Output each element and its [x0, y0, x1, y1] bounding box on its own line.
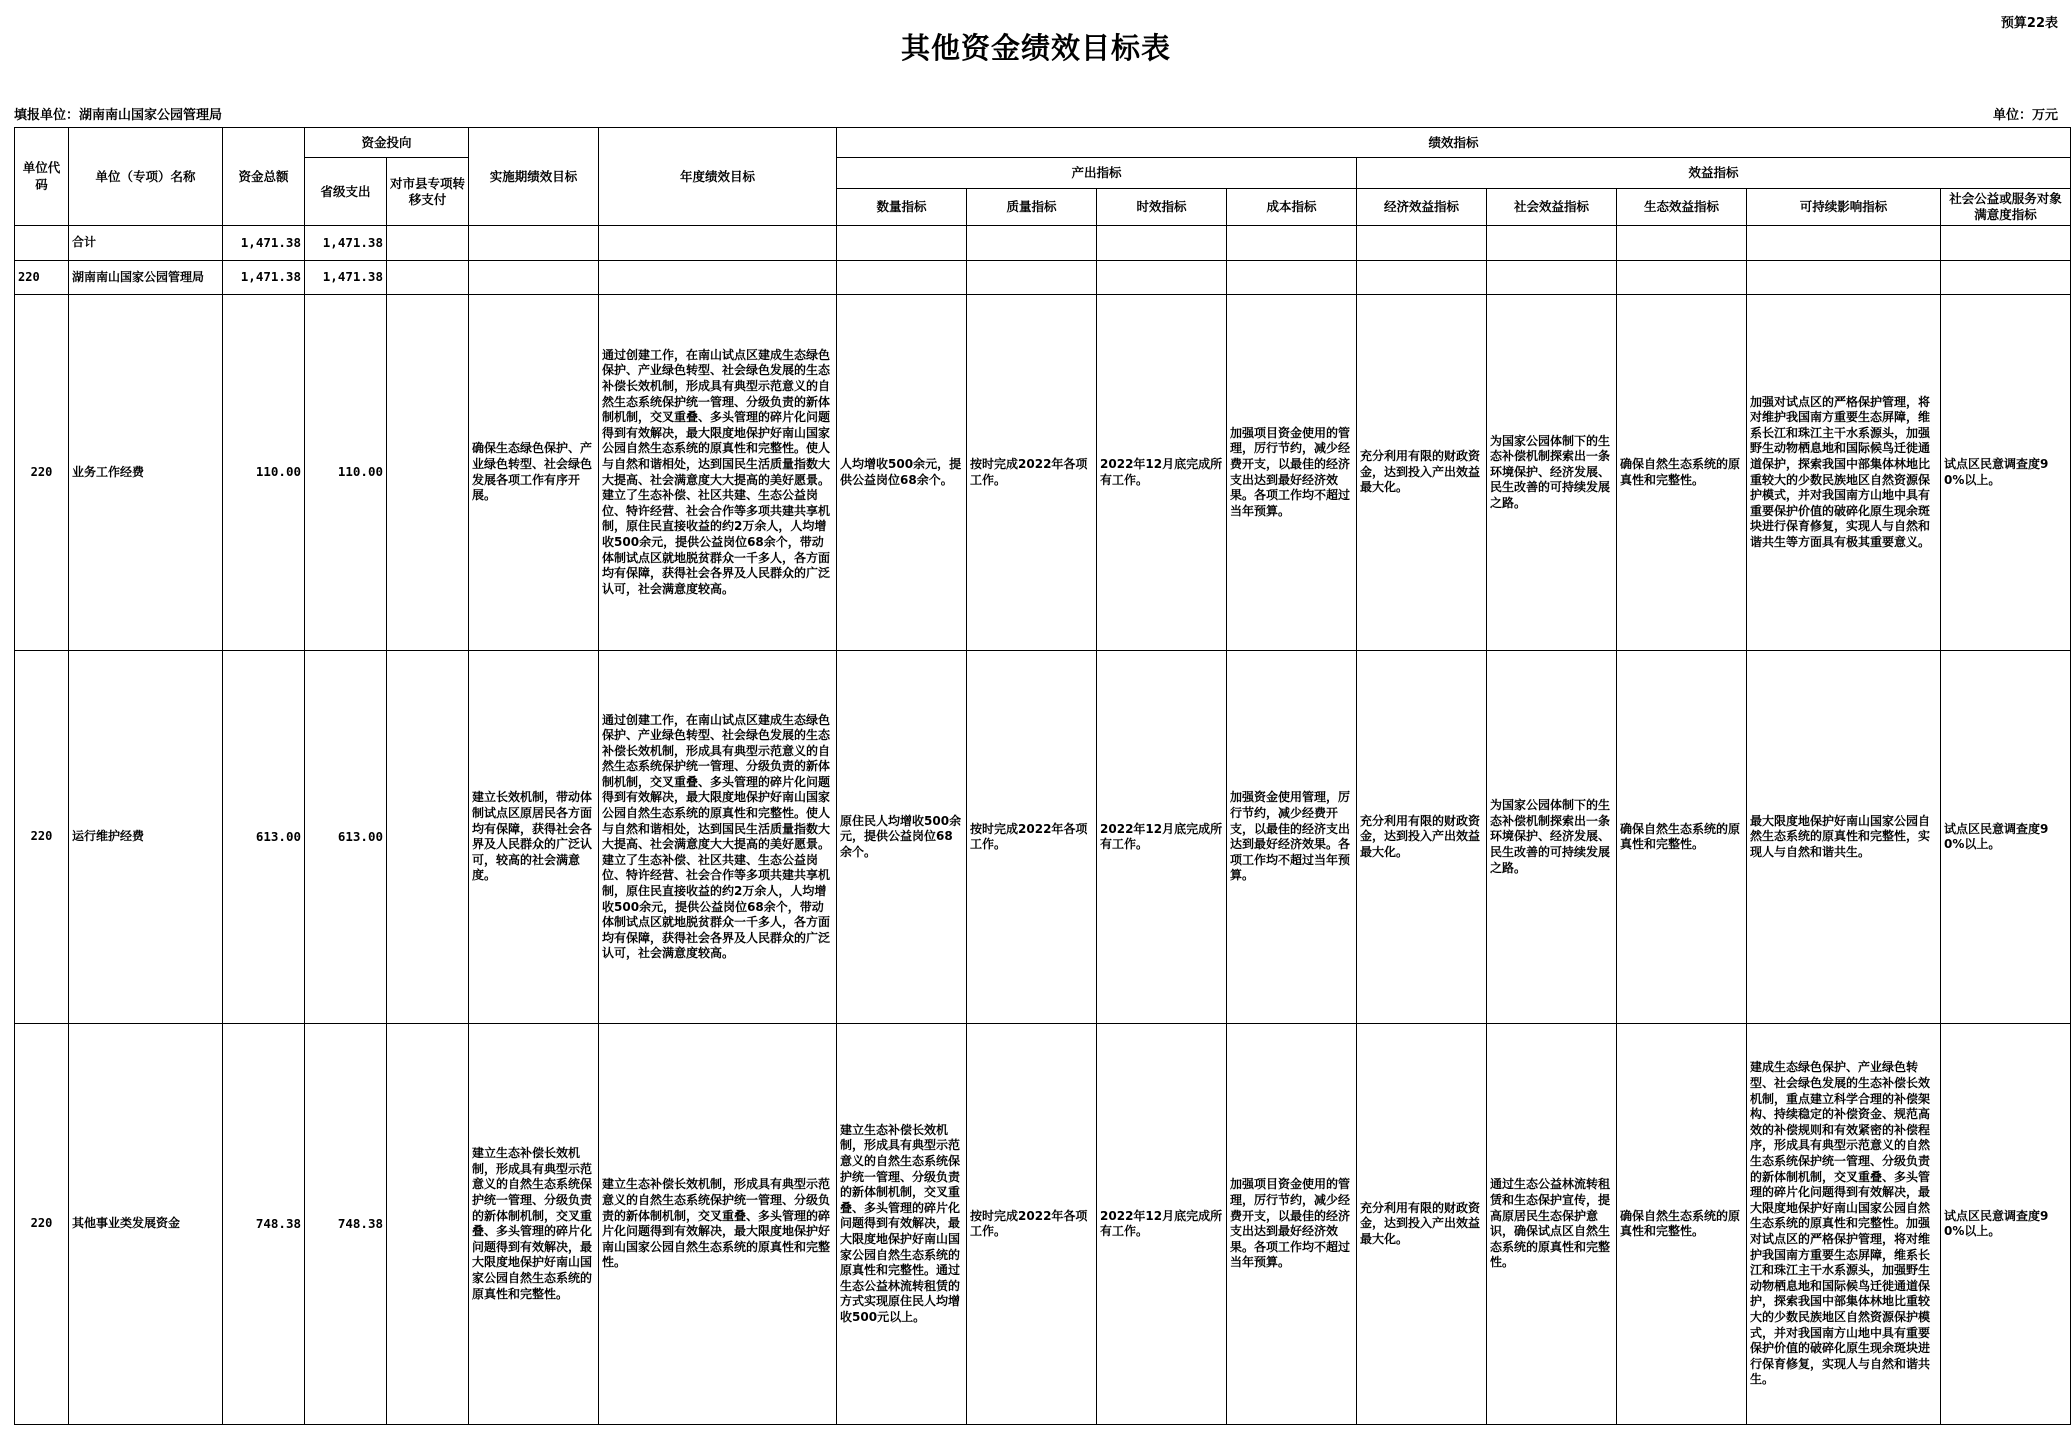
cell-quantity: 建立生态补偿长效机制，形成具有典型示范意义的自然生态系统保护统一管理、分级负责的新体制机制，交叉重叠、多头管理的碎片化问题得到有效解决，最大限度地保护好南山国家公园自然生态系统的原真性和完整性。通过生态公益林流转租赁的方式实现原住民人均增收500元以上。	[837, 1024, 967, 1425]
cell-name: 合计	[69, 226, 223, 260]
header-economic: 经济效益指标	[1357, 188, 1487, 226]
cell-social: 通过生态公益林流转租赁和生态保护宣传，提高原居民生态保护意识，确保试点区自然生态系统的原真性和完整性。	[1487, 1024, 1617, 1425]
header-sustainability: 可持续影响指标	[1747, 188, 1941, 226]
cell-total: 1,471.38	[223, 260, 305, 294]
cell-empty	[469, 260, 599, 294]
header-performance-indicators: 绩效指标	[837, 128, 2071, 158]
header-fund-direction: 资金投向	[305, 128, 469, 158]
cell-code	[15, 226, 69, 260]
header-social: 社会效益指标	[1487, 188, 1617, 226]
cell-social: 为国家公园体制下的生态补偿机制探索出一条环境保护、经济发展、民生改善的可持续发展之路。	[1487, 294, 1617, 650]
cell-quantity: 原住民人均增收500余元，提供公益岗位68余个。	[837, 651, 967, 1024]
cell-total: 748.38	[223, 1024, 305, 1425]
cell-empty	[599, 260, 837, 294]
currency-unit-label: 单位：万元	[1992, 108, 2058, 123]
table-row	[15, 1024, 2071, 1425]
cell-timeliness: 2022年12月底完成所有工作。	[1097, 294, 1227, 650]
header-ecological: 生态效益指标	[1617, 188, 1747, 226]
cell-satisfaction: 试点区民意调查度90%以上。	[1941, 651, 2071, 1024]
cell-empty	[1747, 226, 1941, 260]
cell-economic: 充分利用有限的财政资金，达到投入产出效益最大化。	[1357, 651, 1487, 1024]
header-output-indicators: 产出指标	[837, 158, 1357, 188]
cell-transfer	[387, 1024, 469, 1425]
table-row-total	[15, 226, 2071, 260]
header-benefit-indicators: 效益指标	[1357, 158, 2071, 188]
cell-empty	[1357, 260, 1487, 294]
cell-total: 110.00	[223, 294, 305, 650]
cell-empty	[1227, 226, 1357, 260]
reporting-unit-label: 填报单位：湖南南山国家公园管理局	[14, 108, 223, 123]
cell-empty	[1487, 260, 1617, 294]
table-row	[15, 651, 2071, 1024]
header-satisfaction: 社会公益或服务对象满意度指标	[1941, 188, 2071, 226]
cell-code: 220	[15, 1024, 69, 1425]
cell-annual-goal: 通过创建工作，在南山试点区建成生态绿色保护、产业绿色转型、社会绿色发展的生态补偿长效机制，形成具有典型示范意义的自然生态系统保护统一管理、分级负责的新体制机制，交叉重叠、多头管理的碎片化问题得到有效解决，最大限度地保护好南山国家公园自然生态系统的原真性和完整性。使人与自然和谐相处，达到国民生活质量指数大大提高、社会满意度大大提高的美好愿景。建立了生态补偿、社区共建、生态公益岗位、特许经营、社会合作等多项共建共享机制，原住民直接收益的约2万余人，人均增收500余元，提供公益岗位68余个，带动体制试点区就地脱贫群众一千多人，各方面均有保障，获得社会各界及人民群众的广泛认可，社会满意度较高。	[599, 651, 837, 1024]
cell-empty	[599, 226, 837, 260]
header-implementation-goal: 实施期绩效目标	[469, 128, 599, 226]
cell-quantity: 人均增收500余元，提供公益岗位68余个。	[837, 294, 967, 650]
performance-goal-table	[14, 127, 2071, 1425]
header-unit-code: 单位代码	[15, 128, 69, 226]
cell-transfer	[387, 260, 469, 294]
cell-empty	[1097, 226, 1227, 260]
cell-ecological: 确保自然生态系统的原真性和完整性。	[1617, 1024, 1747, 1425]
header-provincial-spending: 省级支出	[305, 158, 387, 226]
cell-code: 220	[15, 260, 69, 294]
cell-empty	[1357, 226, 1487, 260]
cell-annual-goal: 建立生态补偿长效机制，形成具有典型示范意义的自然生态系统保护统一管理、分级负责的新体制机制，交叉重叠、多头管理的碎片化问题得到有效解决，最大限度地保护好南山国家公园自然生态系统的原真性和完整性。	[599, 1024, 837, 1425]
cell-name: 业务工作经费	[69, 294, 223, 650]
cell-empty	[1097, 260, 1227, 294]
cell-implementation-goal: 确保生态绿色保护、产业绿色转型、社会绿色发展各项工作有序开展。	[469, 294, 599, 650]
cell-ecological: 确保自然生态系统的原真性和完整性。	[1617, 651, 1747, 1024]
cell-code: 220	[15, 294, 69, 650]
cell-sustainability: 建成生态绿色保护、产业绿色转型、社会绿色发展的生态补偿长效机制，重点建立科学合理的补偿架构、持续稳定的补偿资金、规范高效的补偿规则和有效紧密的补偿程序，形成具有典型示范意义的自然生态系统保护统一管理、分级负责的新体制机制，交叉重叠、多头管理的碎片化问题得到有效解决，最大限度地保护好南山国家公园自然生态系统的原真性和完整性。加强对试点区的严格保护管理，将对维护我国南方重要生态屏障，维系长江和珠江主干水系源头，加强野生动物栖息地和国际候鸟迁徙通道保护，探索我国中部集体林地比重较大的少数民族地区自然资源保护模式，并对我国南方山地中具有重要保护价值的破碎化原生现余斑块进行保育修复，实现人与自然和谐共生。	[1747, 1024, 1941, 1425]
cell-cost: 加强项目资金使用的管理，厉行节约，减少经费开支，以最佳的经济支出达到最好经济效果。各项工作均不超过当年预算。	[1227, 1024, 1357, 1425]
header-annual-goal: 年度绩效目标	[599, 128, 837, 226]
cell-transfer	[387, 651, 469, 1024]
cell-empty	[1227, 260, 1357, 294]
cell-total: 1,471.38	[223, 226, 305, 260]
cell-empty	[1617, 260, 1747, 294]
cell-empty	[1941, 260, 2071, 294]
cell-empty	[967, 260, 1097, 294]
cell-social: 为国家公园体制下的生态补偿机制探索出一条环境保护、经济发展、民生改善的可持续发展之路。	[1487, 651, 1617, 1024]
cell-name: 运行维护经费	[69, 651, 223, 1024]
cell-implementation-goal: 建立长效机制，带动体制试点区原居民各方面均有保障，获得社会各界及人民群众的广泛认可，较高的社会满意度。	[469, 651, 599, 1024]
cell-code: 220	[15, 651, 69, 1024]
cell-quality: 按时完成2022年各项工作。	[967, 651, 1097, 1024]
header-timeliness: 时效指标	[1097, 188, 1227, 226]
cell-name: 其他事业类发展资金	[69, 1024, 223, 1425]
cell-implementation-goal: 建立生态补偿长效机制，形成具有典型示范意义的自然生态系统保护统一管理、分级负责的新体制机制，交叉重叠、多头管理的碎片化问题得到有效解决，最大限度地保护好南山国家公园自然生态系统的原真性和完整性。	[469, 1024, 599, 1425]
cell-provincial: 748.38	[305, 1024, 387, 1425]
cell-timeliness: 2022年12月底完成所有工作。	[1097, 651, 1227, 1024]
cell-provincial: 613.00	[305, 651, 387, 1024]
cell-empty	[967, 226, 1097, 260]
cell-economic: 充分利用有限的财政资金，达到投入产出效益最大化。	[1357, 294, 1487, 650]
cell-empty	[1487, 226, 1617, 260]
cell-cost: 加强项目资金使用的管理，厉行节约，减少经费开支，以最佳的经济支出达到最好经济效果。各项工作均不超过当年预算。	[1227, 294, 1357, 650]
cell-empty	[469, 226, 599, 260]
header-quantity: 数量指标	[837, 188, 967, 226]
cell-quality: 按时完成2022年各项工作。	[967, 294, 1097, 650]
cell-economic: 充分利用有限的财政资金，达到投入产出效益最大化。	[1357, 1024, 1487, 1425]
cell-provincial: 1,471.38	[305, 226, 387, 260]
header-cost: 成本指标	[1227, 188, 1357, 226]
table-row	[15, 294, 2071, 650]
cell-empty	[837, 260, 967, 294]
table-row-unit	[15, 260, 2071, 294]
table-number-label: 预算22表	[2000, 16, 2058, 31]
cell-satisfaction: 试点区民意调查度90%以上。	[1941, 1024, 2071, 1425]
cell-ecological: 确保自然生态系统的原真性和完整性。	[1617, 294, 1747, 650]
cell-quality: 按时完成2022年各项工作。	[967, 1024, 1097, 1425]
header-unit-name: 单位（专项）名称	[69, 128, 223, 226]
cell-satisfaction: 试点区民意调查度90%以上。	[1941, 294, 2071, 650]
cell-sustainability: 最大限度地保护好南山国家公园自然生态系统的原真性和完整性，实现人与自然和谐共生。	[1747, 651, 1941, 1024]
cell-empty	[1747, 260, 1941, 294]
cell-total: 613.00	[223, 651, 305, 1024]
header-total-funds: 资金总额	[223, 128, 305, 226]
header-county-transfer: 对市县专项转移支付	[387, 158, 469, 226]
cell-annual-goal: 通过创建工作，在南山试点区建成生态绿色保护、产业绿色转型、社会绿色发展的生态补偿长效机制，形成具有典型示范意义的自然生态系统保护统一管理、分级负责的新体制机制，交叉重叠、多头管理的碎片化问题得到有效解决，最大限度地保护好南山国家公园自然生态系统的原真性和完整性。使人与自然和谐相处，达到国民生活质量指数大大提高、社会满意度大大提高的美好愿景。建立了生态补偿、社区共建、生态公益岗位、特许经营、社会合作等多项共建共享机制，原住民直接收益的约2万余人，人均增收500余元，提供公益岗位68余个，带动体制试点区就地脱贫群众一千多人，各方面均有保障，获得社会各界及人民群众的广泛认可，社会满意度较高。	[599, 294, 837, 650]
cell-empty	[1941, 226, 2071, 260]
cell-provincial: 110.00	[305, 294, 387, 650]
cell-provincial: 1,471.38	[305, 260, 387, 294]
cell-transfer	[387, 226, 469, 260]
cell-empty	[1617, 226, 1747, 260]
cell-transfer	[387, 294, 469, 650]
cell-cost: 加强资金使用管理，厉行节约，减少经费开支，以最佳的经济支出达到最好经济效果。各项工作均不超过当年预算。	[1227, 651, 1357, 1024]
cell-name: 湖南南山国家公园管理局	[69, 260, 223, 294]
cell-timeliness: 2022年12月底完成所有工作。	[1097, 1024, 1227, 1425]
cell-sustainability: 加强对试点区的严格保护管理，将对维护我国南方重要生态屏障，维系长江和珠江主干水系源头，加强野生动物栖息地和国际候鸟迁徙通道保护，探索我国中部集体林地比重较大的少数民族地区自然资源保护模式，并对我国南方山地中具有重要保护价值的破碎化原生现余斑块进行保育修复，实现人与自然和谐共生等方面具有极其重要意义。	[1747, 294, 1941, 650]
header-quality: 质量指标	[967, 188, 1097, 226]
page-title: 其他资金绩效目标表	[900, 31, 1171, 65]
cell-empty	[837, 226, 967, 260]
